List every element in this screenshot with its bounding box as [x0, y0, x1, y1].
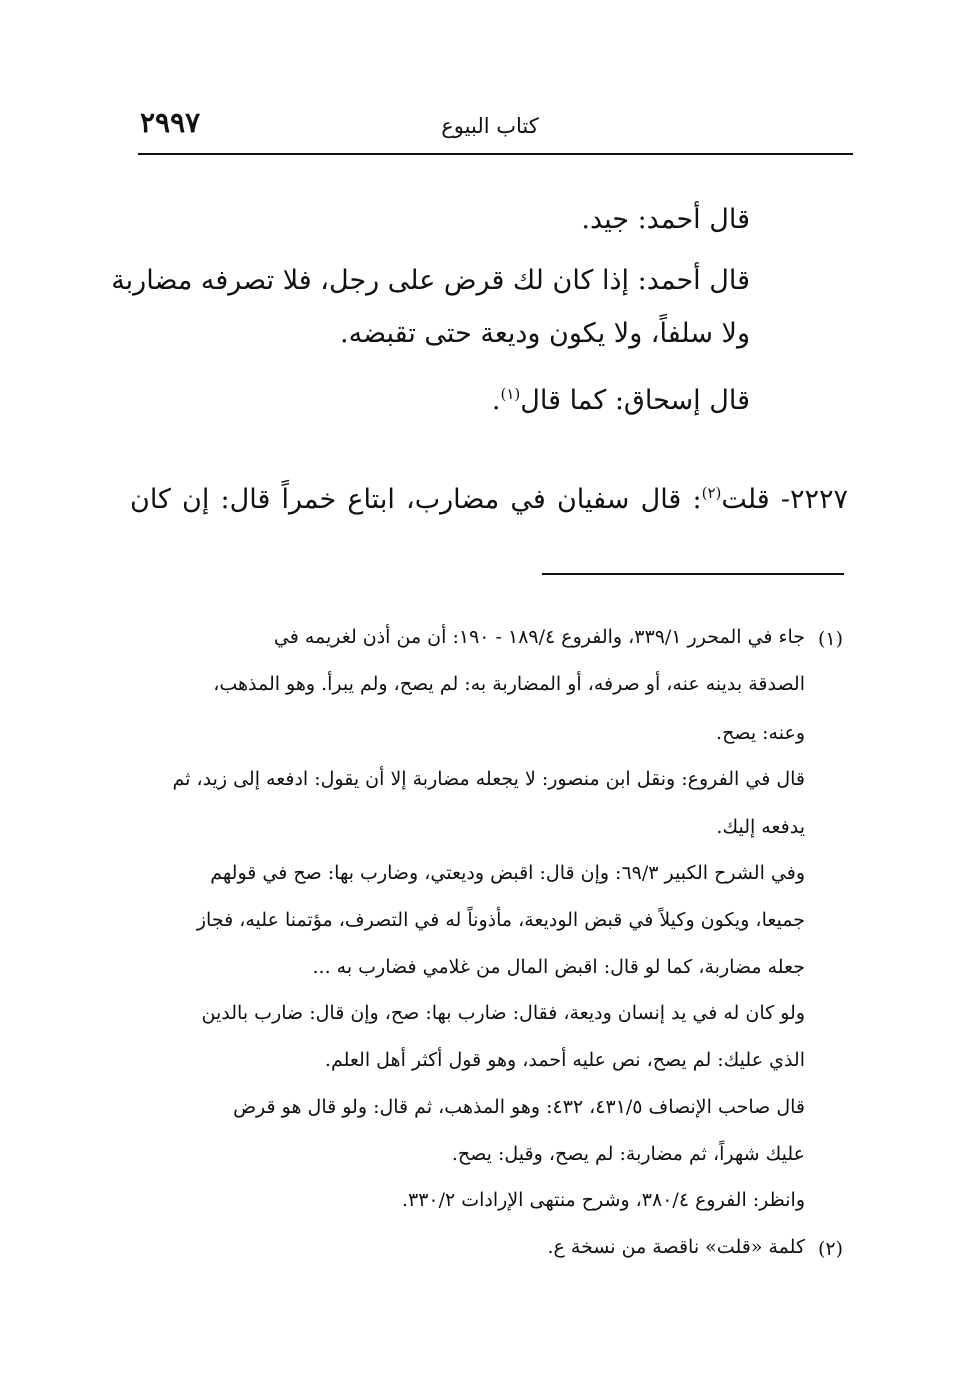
footnote-reference: (١)	[500, 385, 521, 403]
footnote-line: جميعا، ويكون وكيلاً في قبض الوديعة، مأذوناً له في التصرف، مؤتمنا عليه، فجاز	[196, 909, 805, 931]
footnote-reference: (٢)	[701, 484, 722, 502]
body-line-ishaq	[130, 385, 750, 416]
body-text: : قال سفيان في مضارب، ابتاع خمراً قال: إن كان	[130, 484, 702, 515]
body-text: .	[491, 385, 501, 416]
footnote-line: كلمة «قلت» ناقصة من نسخة ع.	[547, 1236, 805, 1258]
body-paragraph-ahmad	[111, 265, 750, 349]
footnote-line: الصدقة بدينه عنه، أو صرفه، أو المضاربة به: لم يصح، ولم يبرأ. وهو المذهب،	[213, 673, 805, 695]
body-text: قال أحمد: إذا كان لك قرض على رجل، فلا تصرفه مضاربة	[111, 265, 750, 296]
footnote-line: ولو كان له في يد إنسان وديعة، فقال: ضارب بها: صح، وإن قال: ضارب بالدين	[201, 1002, 805, 1024]
footnote-line: يدفعه إليك.	[716, 816, 805, 838]
footnote-line: عليك شهراً، ثم مضاربة: لم يصح، وقيل: يصح.	[451, 1143, 805, 1165]
footnote-line: قال صاحب الإنصاف ٤٣١/٥، ٤٣٢: وهو المذهب، ثم قال: ولو قال هو قرض	[233, 1096, 805, 1118]
body-text: قال أحمد: جيد.	[581, 204, 750, 235]
page-number: ٢٩٩٧	[140, 106, 201, 139]
footnote-line: وانظر: الفروع ٣٨٠/٤، وشرح منتهى الإرادات ٣٣٠/٢.	[401, 1189, 805, 1211]
footnote-line: وفي الشرح الكبير ٦٩/٣: وإن قال: اقبض وديعتي، وضارب بها: صح في قولهم	[210, 862, 805, 884]
body-line-ahmad-jayyid	[130, 204, 750, 235]
footnote-line: الذي عليك: لم يصح، نص عليه أحمد، وهو قول أكثر أهل العلم.	[324, 1049, 805, 1071]
header-rule	[138, 153, 853, 155]
footnote-line: جعله مضاربة، كما لو قال: اقبض المال من غلامي فضارب به ...	[312, 956, 805, 978]
footnote-line: قال في الفروع: ونقل ابن منصور: لا يجعله مضاربة إلا أن يقول: ادفعه إلى زيد، ثم	[172, 768, 805, 790]
footnote-marker: (١)	[817, 628, 843, 650]
footnote-separator	[542, 573, 844, 575]
footnote-line: جاء في المحرر ٣٣٩/١، والفروع ١٨٩/٤ - ١٩٠: أن من أذن لغريمه في	[273, 626, 805, 648]
running-title: كتاب البيوع	[441, 114, 539, 138]
issue-number: ٢٢٢٧- قلت	[721, 484, 848, 515]
footnote-marker: (٢)	[817, 1238, 843, 1260]
footnote-line: وعنه: يصح.	[716, 722, 805, 744]
body-text: قال إسحاق: كما قال	[520, 385, 750, 416]
body-text: ولا سلفاً، ولا يكون وديعة حتى تقبضه.	[340, 318, 750, 349]
numbered-issue-2227	[130, 484, 848, 515]
